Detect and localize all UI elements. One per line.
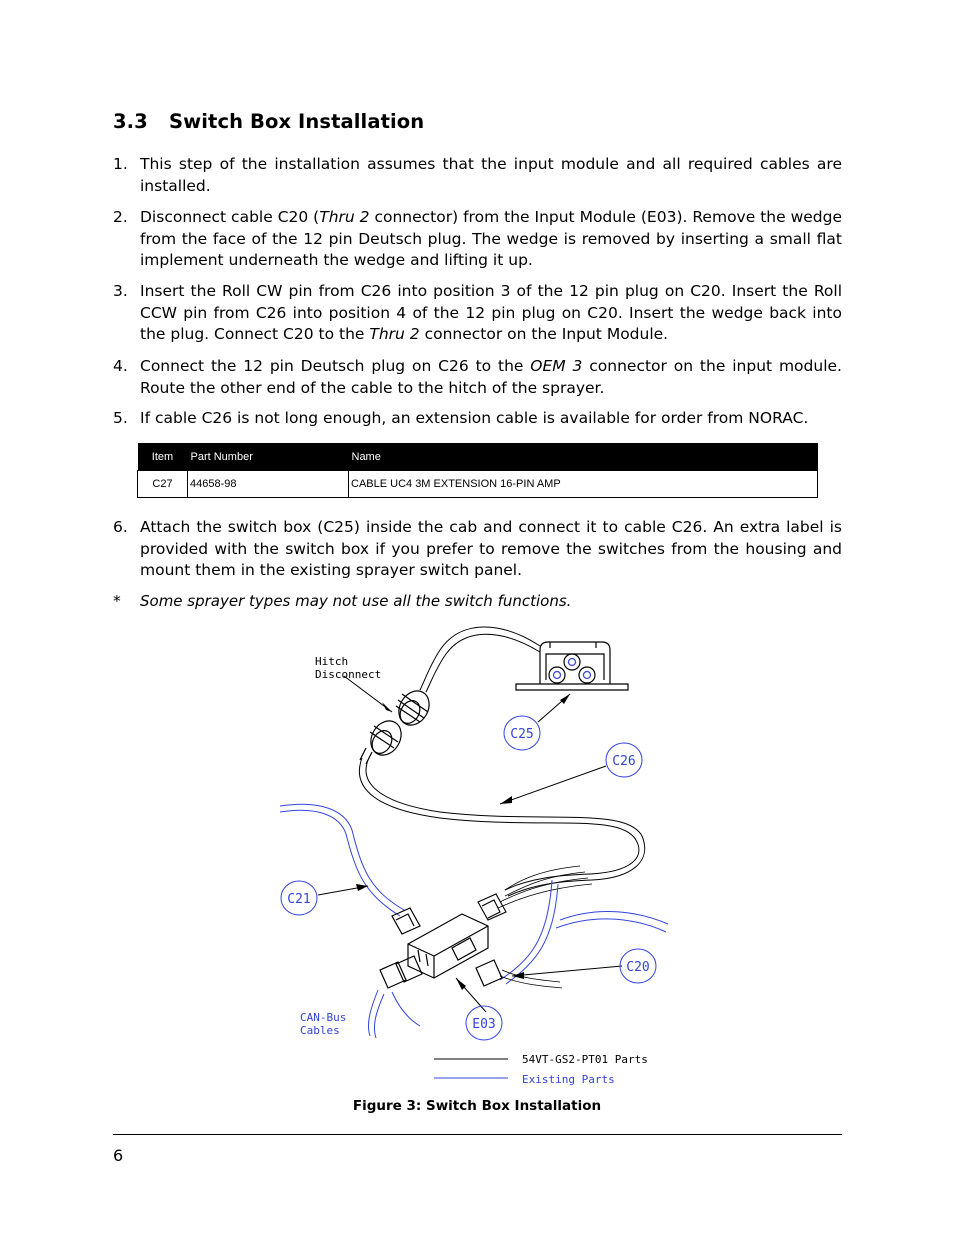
step-number: 3. xyxy=(113,282,128,300)
step-text: Insert the Roll CW pin from C26 into position 3 of the 12 pin plug on C20. Insert the Roll CCW pin from C26 into position 4 of the 12 pin plug on C20. Insert the wedge back into the plug. Connect C20 to the Thru 2 connector on the Input Module. xyxy=(140,282,842,343)
section-number: 3.3 xyxy=(113,110,148,133)
cell-part-number: 44658-98 xyxy=(188,471,349,498)
step-text: Attach the switch box (C25) inside the cab and connect it to cable C26. An extra label is provided with the switch box if you prefer to remove the switches from the housing and mount them in the existing sprayer switch panel. xyxy=(140,518,842,579)
step-text: Connect the 12 pin Deutsch plug on C26 to the OEM 3 connector on the input module. Route the other end of the cable to the hitch of the sprayer. xyxy=(140,357,842,397)
label-hitch: Hitch xyxy=(315,655,349,668)
step-number: 6. xyxy=(113,518,128,536)
step-number: 1. xyxy=(113,155,128,173)
note-marker: * xyxy=(113,592,121,610)
figure-legend xyxy=(434,1053,648,1086)
step-text: If cable C26 is not long enough, an extension cable is available for order from NORAC. xyxy=(140,409,809,427)
cable-c26-loop xyxy=(359,758,644,896)
label-c26: C26 xyxy=(612,754,636,769)
existing-cables xyxy=(280,804,668,1038)
label-c25: C25 xyxy=(510,727,534,742)
figure-caption: Figure 3: Switch Box Installation xyxy=(352,1098,602,1114)
legend-existing: Existing Parts xyxy=(522,1073,615,1086)
step-number: 5. xyxy=(113,409,128,427)
column-header-part-number: Part Number xyxy=(188,443,349,471)
column-header-name: Name xyxy=(349,443,818,471)
cell-item: C27 xyxy=(138,471,188,498)
canbus-label xyxy=(300,1011,346,1037)
input-module-e03 xyxy=(380,908,502,988)
label-c20: C20 xyxy=(626,960,650,975)
label-canbus: CAN-Bus xyxy=(300,1011,347,1024)
page-number: 6 xyxy=(113,1146,124,1165)
leader-lines xyxy=(318,676,622,1012)
switch-box-c25 xyxy=(516,642,628,690)
label-disconnect: Disconnect xyxy=(315,668,382,681)
note-text: Some sprayer types may not use all the switch functions. xyxy=(140,592,572,610)
arrowheads xyxy=(356,694,570,990)
section-title: Switch Box Installation xyxy=(169,110,425,133)
label-bubbles xyxy=(281,716,656,1040)
label-c21: C21 xyxy=(287,892,311,907)
cable-c26-upper xyxy=(420,627,540,692)
step-number: 2. xyxy=(113,208,128,226)
step-text: This step of the installation assumes that the input module and all required cables are installed. xyxy=(140,155,842,195)
cell-name: CABLE UC4 3M EXTENSION 16-PIN AMP xyxy=(349,471,818,498)
connector-c26-end xyxy=(478,894,506,920)
label-cables: Cables xyxy=(300,1024,340,1037)
hitch-disconnect-connector xyxy=(360,685,435,764)
step-number: 4. xyxy=(113,357,128,375)
legend-parts: 54VT-GS2-PT01 Parts xyxy=(522,1053,648,1066)
hitch-label xyxy=(315,655,381,681)
footer-rule xyxy=(113,1134,842,1135)
label-e03: E03 xyxy=(472,1017,496,1032)
step-text: Disconnect cable C20 (Thru 2 connector) from the Input Module (E03). Remove the wedge from the face of the 12 pin Deutsch plug. The wedge is removed by inserting a small flat implement underneath the wedge and lifting it up. xyxy=(140,208,843,269)
column-header-item: Item xyxy=(138,443,188,471)
